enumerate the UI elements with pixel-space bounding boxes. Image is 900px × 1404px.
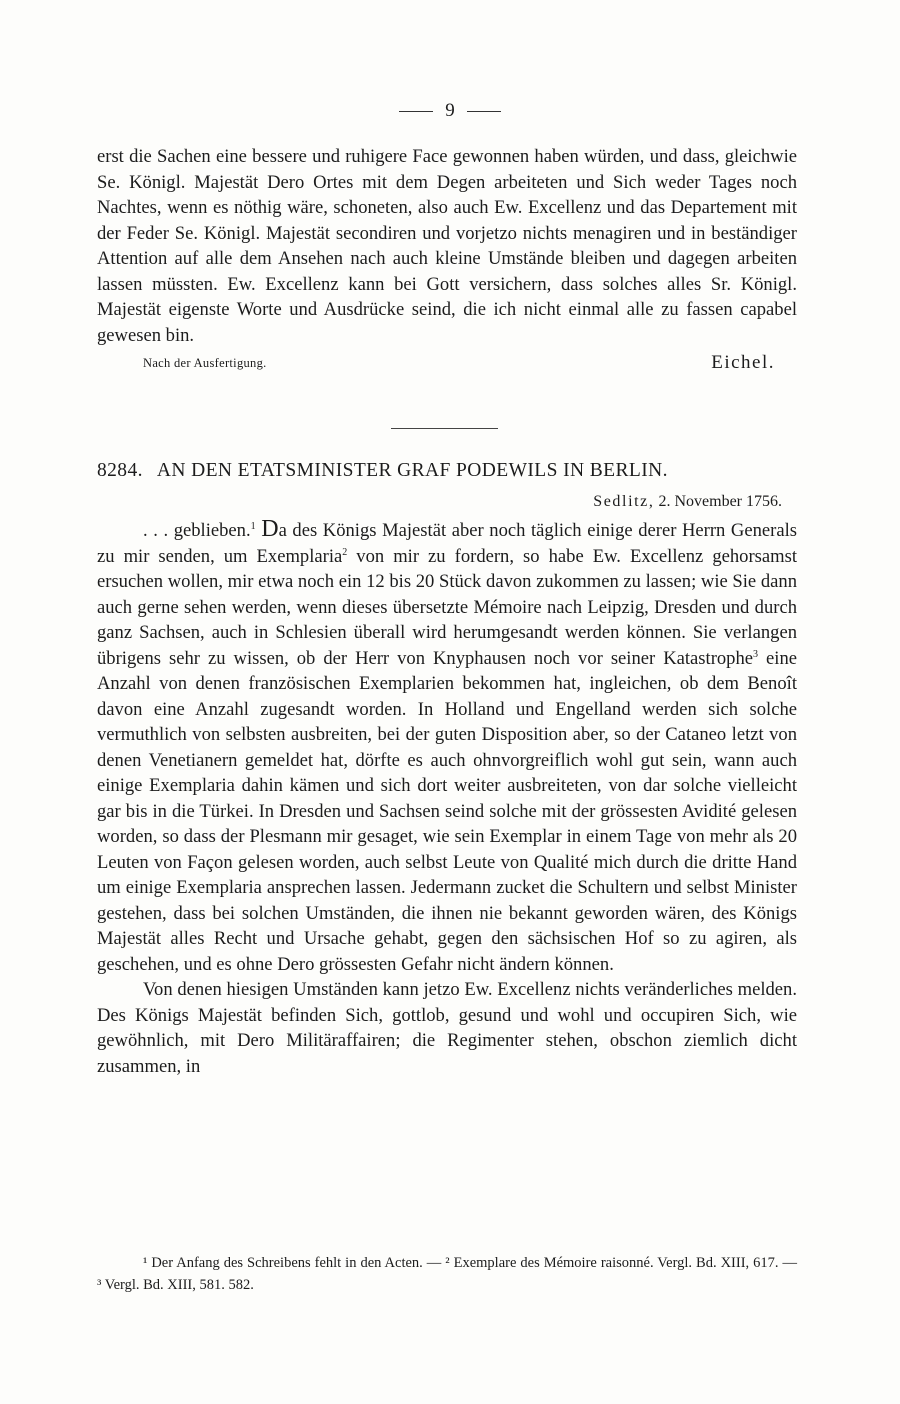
document-heading — [97, 460, 797, 482]
document-title: AN DEN ETATSMINISTER GRAF PODEWILS IN BERLIN. — [156, 460, 668, 481]
initial-letter: D — [261, 516, 279, 542]
header-rule-right — [467, 111, 501, 112]
page-number: 9 — [445, 100, 455, 121]
header-rule-left — [399, 111, 433, 112]
place-date — [593, 493, 782, 511]
letter-paragraph: erst die Sachen eine bessere und ruhigere Face gewonnen haben würden, und dass, gleichwie Se. Königl. Majestät Dero Ortes mit dem Degen arbeiteten und Sich weder Tages noch Nachtes, wenn es nöthig wäre, schoneten, also auch Ew. Excellenz und das Departement mit der Feder Se. Königl. Majestät secondiren und vorjetzo nichts menagiren und in beständiger Attention auf alle dem Ansehen nach auch kleine Umstände bleiben und dagegen arbeiten lassen müssten. Ew. Excellenz kann bei Gott versichern, dass solches alles Sr. Königl. Majestät eigenste Worte und Ausdrücke seind, die ich nicht einmal alle zu fassen capabel gewesen bin. — [97, 146, 797, 346]
document-number: 8284. — [97, 460, 143, 481]
opening-ellipsis: . . . geblieben. — [143, 520, 251, 541]
date: 2. November 1756. — [658, 493, 782, 510]
footnote-ref-1: 1 — [250, 521, 256, 532]
page-header — [0, 100, 900, 122]
signature: Eichel. — [711, 352, 775, 373]
closing-row — [97, 348, 797, 374]
source-note: Nach der Ausfertigung. — [143, 356, 267, 370]
body-paragraph-2: Von denen hiesigen Umständen kann jetzo Ew. Excellenz nichts veränderliches melden. Des Königs Majestät befinden Sich, gottlob, gesund und wohl und occupiren Sich, wie gewöhnlich, mit Dero Militäraffairen; die Regimenter stehen, obschon ziemlich dicht zusammen, in — [97, 979, 797, 1077]
body-text-a: a des Königs Majestät aber noch täglich einige derer Herrn Generals zu mir senden, um Exemplaria — [97, 520, 798, 567]
footnotes — [97, 1252, 797, 1296]
document-body — [97, 517, 797, 1079]
footnote-ref-2: 2 — [342, 546, 348, 558]
body-text-b: von mir zu fordern, so habe Ew. Excellenz gehorsamst ersuchen wollen, mir etwa noch ein 12 bis 20 Stück davon zukommen zu lassen; wie Sie dann auch gerne sehen werden, wenn dieses übersetzte Mémoire nach Leipzig, Dresden und durch ganz Sachsen, auch in Schlesien überall wird herumgesandt werden können. Sie verlangen übrigens sehr zu wissen, ob der Herr von Knyphausen noch vor seiner Katastrophe — [97, 545, 798, 669]
body-paragraph-1 — [97, 517, 797, 977]
footnote-ref-3: 3 — [753, 648, 759, 660]
footnote-line: ¹ Der Anfang des Schreibens fehlt in den Acten. — ² Exemplare des Mémoire raisonné. Vergl. Bd. XIII, 617. — ³ Vergl. Bd. XIII, 581. 582. — [97, 1255, 797, 1293]
letter-continuation — [97, 144, 797, 374]
body-text-c: eine Anzahl von denen französischen Exemplarien bekommen hat, ingleichen, ob dem Benoît davon eine Anzahl zugesandt worden. In Holland und Engelland werden sich solche vermuthlich von selbsten ausbreiten, bei der guten Disposition aber, so der Cataneo letzt von denen Venetianern gemeldet hat, dörfte es auch ohnvorgreiflich wohl gut sein, wann auch einige Exemplaria dahin kämen und sich dort weiter ausbreiteten, von dar solche vielleicht gar bis in die Türkei. In Dresden und Sachsen seind solche mit der grössesten Avidité gelesen worden, so dass der Plesmann mir gesaget, wie sein Exemplar in einem Tage von mehr als 20 Leuten von Façon gelesen worden, auch selbst Leute von Qualité mich durch die dritte Hand um einige Exemplaria ansprechen lassen. Jedermann zucket die Schultern und selbst Minister gestehen, dass bei solchen Umständen, die ihnen nie bekannt geworden wären, des Königs Majestät alles Recht und Ursache gehabt, gegen den sächsischen Hof so zu agiren, als geschehen, und es ohne Dero grössesten Gefahr nicht ändern können. — [97, 647, 797, 975]
section-divider — [391, 428, 498, 429]
place: Sedlitz, — [593, 493, 655, 510]
